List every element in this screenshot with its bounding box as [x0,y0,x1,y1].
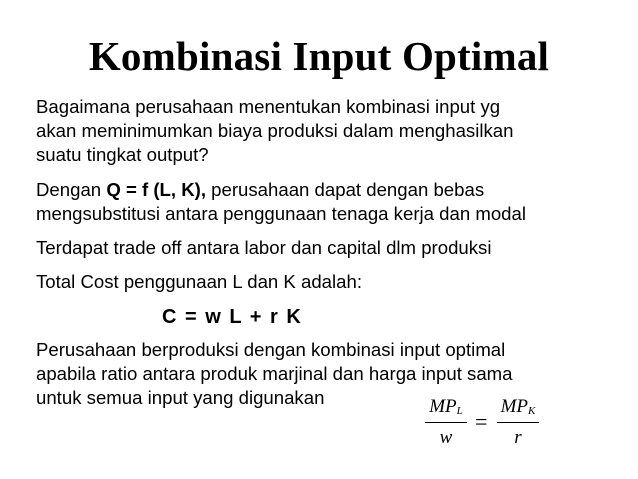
equals-sign: = [475,409,488,434]
text-prefix: Dengan [36,179,107,200]
paragraph-line: Bagaimana perusahaan menentukan kombinasi input yg [36,96,501,117]
numerator-text: MP [429,396,457,417]
paragraph-line: mengsubstitusi antara penggunaan tenaga kerja dan modal [36,203,526,224]
paragraph-line [36,178,632,202]
production-function: Q = f (L, K), [106,179,206,200]
fraction-bar [425,422,467,423]
cost-formula: C = w L + r K [162,306,303,328]
slide-title: Kombinasi Input Optimal [88,33,550,79]
paragraph-question [36,95,632,167]
paragraph-line: apabila ratio antara produk marjinal dan harga input sama [36,363,513,384]
numerator-right [495,396,541,422]
paragraph-line: untuk semua input yang digunakan [36,387,325,408]
fraction-bar [497,422,539,423]
paragraph-substitution [36,178,632,226]
paragraph-total-cost: Total Cost penggunaan L dan K adalah: [36,271,362,292]
paragraph-tradeoff: Terdapat trade off antara labor dan capital dlm produksi [36,237,492,258]
subscript-l: L [456,405,463,417]
paragraph-line: akan meminimumkan biaya produksi dalam menghasilkan [36,120,514,141]
numerator-text: MP [500,396,529,417]
denominator-right: r [514,427,522,448]
text-suffix: perusahaan dapat dengan bebas [206,179,485,200]
paragraph-line: Perusahaan berproduksi dengan kombinasi input optimal [36,339,506,360]
subscript-k: K [528,405,536,417]
numerator-left [423,396,469,422]
paragraph-line: suatu tingkat output? [36,144,209,165]
ratio-formula [421,392,561,462]
denominator-left: w [439,427,453,448]
